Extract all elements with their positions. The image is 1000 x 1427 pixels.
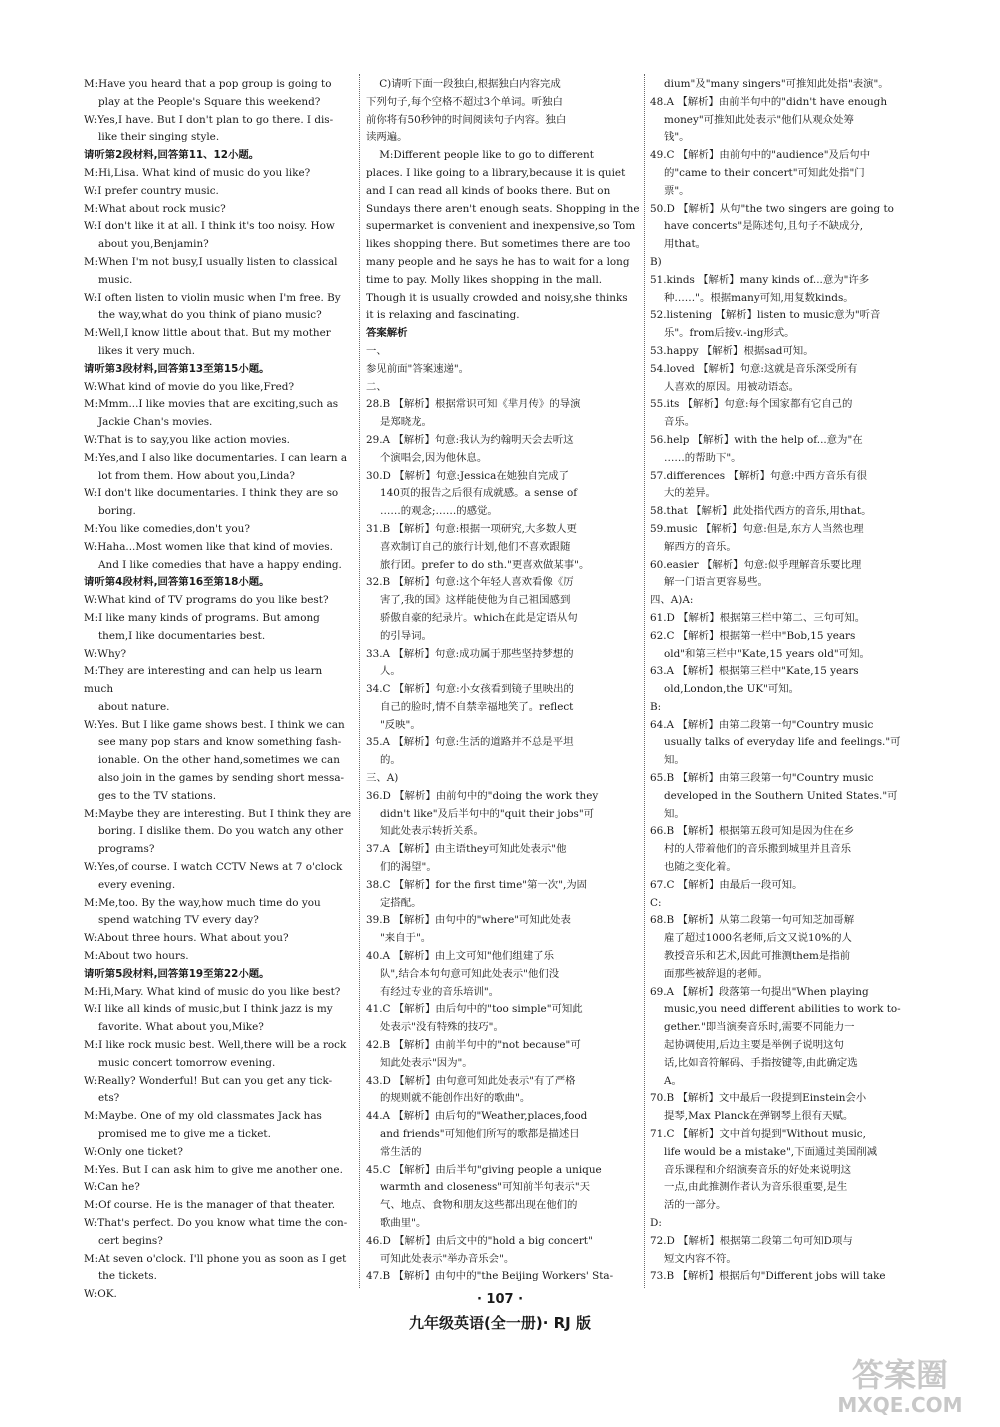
text-line: 66.B 【解析】根据第五段可知是因为住在乡	[650, 825, 855, 838]
text-line: 36.D 【解析】由前句中的"doing the work they	[366, 789, 599, 802]
text-line: 教授音乐和艺术,因此可推测them是指前	[664, 950, 851, 963]
text-line: M:They are interesting and can help us learn much	[84, 665, 326, 696]
text-line: like their singing style.	[98, 131, 220, 144]
text-line: the tickets.	[98, 1270, 157, 1283]
text-line: 59.music 【解析】句意:但是,东方人当然也理	[650, 522, 864, 535]
text-line: them,I like documentaries best.	[98, 629, 266, 642]
text-line: ges to the TV stations.	[98, 789, 217, 802]
text-line: usually talks of everyday life and feelings."可	[664, 736, 901, 749]
text-line: C:	[650, 896, 662, 909]
text-line: M:Well,I know little about that. But my mother	[84, 327, 331, 340]
text-line: 常生活的	[380, 1145, 422, 1158]
text-line: 处表示"没有特殊的技巧"。	[380, 1021, 504, 1034]
text-line: M:Hi,Mary. What kind of music do you like best?	[84, 985, 341, 998]
text-line: 35.A 【解析】句意:生活的道路并不总是平坦	[366, 736, 574, 749]
text-line: M:I like rock music best. Well,there will be a rock	[84, 1039, 347, 1052]
text-line: 140页的报告之后很有成就感。a sense of	[380, 487, 578, 500]
text-line: supermarket is convenient and inexpensive,so Tom	[366, 220, 636, 233]
text-line: 55.its 【解析】句意:每个国家都有它自己的	[650, 398, 853, 411]
text-line: 50.D 【解析】从句"the two singers are going to	[650, 202, 894, 215]
text-line: "反映"。	[380, 718, 421, 731]
watermark-logo-text: 答案圈	[851, 1356, 949, 1394]
answer-analysis-title: 答案解析	[366, 327, 408, 340]
text-line: 的规则就不能创作出好的歌曲"。	[380, 1092, 531, 1105]
text-line: 话,比如音符解码、手指按键等,由此确定选	[664, 1056, 858, 1069]
text-line: Jackie Chan's movies.	[98, 416, 213, 429]
text-line: every evening.	[98, 878, 176, 891]
text-line: 67.C 【解析】由最后一段可知。	[650, 878, 803, 891]
text-line: dium"及"many singers"可推知此处指"表演"。	[664, 78, 889, 90]
text-line: 提琴,Max Planck在弹钢琴上很有天赋。	[664, 1110, 854, 1123]
book-title: 九年级英语(全一册)· RJ 版	[409, 1314, 591, 1332]
text-line: 活的一部分。	[664, 1199, 727, 1212]
text-line: 一点,由此推测作者认为音乐很重要,是生	[664, 1181, 848, 1194]
watermark-logo	[830, 1352, 970, 1418]
text-line: W:I prefer country music.	[84, 184, 219, 197]
text-line: 人。	[380, 665, 401, 678]
text-line: D:	[650, 1217, 662, 1229]
text-line: 64.A 【解析】由第二段第一句"Country music	[650, 718, 874, 731]
text-line: M:You like comedies,don't you?	[84, 522, 250, 535]
text-line: likes it very much.	[98, 344, 196, 357]
text-line: 69.A 【解析】段落第一句提出"When playing	[650, 985, 869, 998]
text-line: M:When I'm not busy,I usually listen to classical	[84, 255, 338, 268]
text-line: 有经过专业的音乐培训"。	[380, 985, 500, 998]
text-line: M:What about rock music?	[84, 202, 226, 215]
text-line: M:Hi,Lisa. What kind of music do you like?	[84, 166, 311, 179]
text-line: about nature.	[98, 700, 170, 713]
page-number: · 107 ·	[476, 1292, 524, 1307]
text-line: music,you need different abilities to work to-	[664, 1003, 901, 1016]
text-line: time to pay. Molly likes shopping in the mall.	[366, 273, 603, 286]
column-listening-transcript	[84, 76, 352, 1304]
text-line: 的"came to their concert"可知此处指"门	[664, 166, 865, 179]
text-line: 62.C 【解析】根据第一栏中"Bob,15 years	[650, 629, 856, 642]
text-line: 雇了超过1000名老师,后文又说10%的人	[664, 932, 852, 945]
text-line: 知此处表示转折关系。	[380, 825, 484, 838]
text-line: developed in the Southern United States."可	[664, 789, 898, 802]
text-line: programs?	[98, 843, 155, 856]
text-line: W:Only one ticket?	[84, 1145, 183, 1158]
text-line: W:I don't like it at all. I think it's too noisy. How	[84, 220, 335, 233]
text-line: 52.listening 【解析】listen to music意为"听音	[650, 309, 881, 322]
text-line: many people and he says he has to wait for a long	[366, 255, 630, 268]
text-line: 队",结合本句句意可知此处表示"他们没	[380, 967, 560, 980]
text-line: 30.D 【解析】句意:Jessica在她独自完成了	[366, 469, 570, 482]
section-heading: 请听第4段材料,回答第16至第18小题。	[84, 576, 270, 589]
column-answer-analysis-continued	[650, 76, 926, 1286]
text-line: 个演唱会,因为他休息。	[380, 451, 488, 464]
text-line: Sundays there aren't enough seats. Shopping in the	[366, 202, 640, 215]
text-line: and friends"可知他们所写的歌都是描述日	[380, 1128, 580, 1141]
text-line: 的。	[380, 754, 401, 767]
text-line: play at the People's Square this weekend?	[98, 95, 321, 108]
text-line: 38.C 【解析】for the first time"第一次",为固	[366, 878, 588, 891]
text-line: 大的差异。	[664, 487, 716, 500]
text-line: 喜欢制订自己的旅行计划,他们不喜欢跟随	[380, 540, 571, 553]
watermark-url: MXQE.COM	[837, 1393, 963, 1417]
text-line: old"和第三栏中"Kate,15 years old"可知。	[664, 647, 870, 660]
column-divider	[644, 74, 645, 1288]
text-line: M:Different people like to go to different	[366, 149, 594, 162]
text-line: 34.C 【解析】句意:小女孩看到镜子里映出的	[366, 683, 574, 696]
text-line: C)请听下面一段独白,根据独白内容完成	[366, 78, 561, 90]
text-line: W:That's perfect. Do you know what time the con-	[84, 1217, 348, 1229]
text-line: 定搭配。	[380, 896, 422, 909]
text-line: 39.B 【解析】由句中的"where"可知此处表	[366, 914, 571, 927]
text-line: W:Yes,I have. But I don't plan to go there. I dis-	[84, 113, 334, 126]
text-line: favorite. What about you,Mike?	[98, 1021, 264, 1034]
text-line: 63.A 【解析】根据第三栏中"Kate,15 years	[650, 665, 859, 678]
text-line: W:I like all kinds of music,but I think jazz is my	[84, 1003, 333, 1016]
text-line: 71.C 【解析】文中首句提到"Without music,	[650, 1128, 866, 1141]
text-line: 43.D 【解析】由句意可知此处表示"有了严格	[366, 1074, 576, 1087]
text-line: 知。	[664, 807, 685, 820]
text-line: W:Can he?	[84, 1181, 140, 1194]
text-line: 29.A 【解析】句意:我认为约翰明天会去听这	[366, 433, 574, 446]
text-line: 54.loved 【解析】句意:这就是音乐深受所有	[650, 362, 858, 375]
text-line: 音乐。	[664, 416, 696, 429]
text-line: likes shopping there. But sometimes there are too	[366, 238, 631, 251]
text-line: 可知此处表示"举办音乐会"。	[380, 1252, 515, 1265]
text-line: 乐"。from后接v.-ing形式。	[664, 327, 795, 340]
text-line: boring. I dislike them. Do you watch any other	[98, 825, 344, 838]
text-line: W:Yes. But I like game shows best. I think we can	[84, 718, 345, 731]
text-line: 48.A 【解析】由前半句中的"didn't have enough	[650, 95, 888, 108]
column-answer-analysis	[366, 76, 640, 1286]
text-line: 51.kinds 【解析】many kinds of...意为"许多	[650, 273, 870, 286]
text-line: 票"。	[664, 184, 690, 197]
text-line: 57.differences 【解析】句意:中西方音乐有很	[650, 469, 868, 482]
text-line: W:Yes,of course. I watch CCTV News at 7 o'clock	[84, 861, 343, 874]
text-line: 种……"。根据many可知,用复数kinds。	[664, 291, 854, 304]
text-line: 28.B 【解析】根据常识可知《芈月传》的导演	[366, 398, 581, 411]
text-line: 面那些被辞退的老师。	[664, 967, 768, 980]
text-line: and I can read all kinds of books there. But on	[366, 184, 611, 197]
text-line: didn't like"及后半句中的"quit their jobs"可	[380, 807, 595, 820]
text-line: M:Yes. But I can ask him to give me another one.	[84, 1163, 343, 1176]
text-line: 解西方的音乐。	[664, 540, 737, 553]
text-line: W:That is to say,you like action movies.	[84, 433, 290, 446]
text-line: 53.happy 【解析】根据sad可知。	[650, 344, 814, 357]
text-line: about you,Benjamin?	[98, 238, 209, 251]
text-line: 47.B 【解析】由句中的"the Beijing Workers' Sta-	[366, 1270, 614, 1283]
text-line: 58.that 【解析】此处指代西方的音乐,用that。	[650, 505, 872, 518]
text-line: M:Maybe. One of my old classmates Jack has	[84, 1110, 322, 1123]
text-line: 的引导词。	[380, 629, 432, 642]
text-line: also join in the games by sending short messa-	[98, 772, 345, 785]
text-line: W:What kind of TV programs do you like best?	[84, 594, 329, 607]
text-line: 45.C 【解析】由后半句"giving people a unique	[366, 1163, 602, 1176]
text-line: W:Really? Wonderful! But can you get any tick-	[84, 1074, 333, 1087]
text-line: M:Have you heard that a pop group is going to	[84, 78, 332, 90]
text-line: gether."即当演奏音乐时,需要不同能力一	[664, 1021, 855, 1034]
text-line: 气、地点、食物和朋友这些都出现在他们的	[380, 1199, 578, 1212]
text-line: 知。	[664, 754, 685, 767]
text-line: W:Why?	[84, 647, 127, 660]
text-line: 65.B 【解析】由第三段第一句"Country music	[650, 772, 874, 785]
text-line: 33.A 【解析】句意:成功属于那些坚持梦想的	[366, 647, 574, 660]
text-line: M:Of course. He is the manager of that theater.	[84, 1199, 336, 1212]
text-line: "来自于"。	[380, 932, 432, 945]
text-line: 60.easier 【解析】句意:似乎理解音乐要比理	[650, 558, 862, 571]
text-line: M:Maybe they are interesting. But I think they are	[84, 807, 352, 820]
text-line: have concerts"是陈述句,且句子不缺成分,	[664, 220, 864, 233]
text-line: 72.D 【解析】根据第二段第二句可知D项与	[650, 1234, 853, 1247]
text-line: 起协调使用,后边主要是举例子说明这句	[664, 1039, 844, 1052]
text-line: 四、A)A:	[650, 594, 694, 607]
text-line: 歌曲里"。	[380, 1217, 427, 1229]
text-line: 们的渴望"。	[380, 861, 437, 874]
text-line: 41.C 【解析】由后句中的"too simple"可知此	[366, 1003, 583, 1016]
text-line: 70.B 【解析】文中最后一段提到Einstein会小	[650, 1092, 867, 1105]
section-heading: 请听第3段材料,回答第13至第15小题。	[84, 362, 270, 375]
text-line: see many pop stars and know something fash-	[98, 736, 342, 749]
text-line: B)	[650, 255, 662, 268]
text-line: 旅行团。prefer to do sth."更喜欢做某事"。	[380, 558, 590, 571]
text-line: boring.	[98, 505, 136, 518]
section-heading: 请听第5段材料,回答第19至第22小题。	[84, 967, 270, 980]
text-line: it is relaxing and fascinating.	[366, 309, 520, 322]
text-line: 村的人带着他们的音乐搬到城里并且音乐	[664, 843, 852, 856]
text-line: M:I like many kinds of programs. But among	[84, 611, 320, 624]
text-line: ……的观念;……的感觉。	[380, 505, 498, 518]
text-line: cert begins?	[98, 1234, 163, 1247]
text-line: lot from them. How about you,Linda?	[98, 469, 295, 482]
text-line: M:Yes,and I also like documentaries. I can learn a	[84, 451, 348, 464]
text-line: 40.A 【解析】由上文可知"他们组建了乐	[366, 950, 554, 963]
text-line: 前你将有50秒钟的时间阅读句子内容。独白	[366, 113, 567, 126]
text-line: W:I often listen to violin music when I'm free. By	[84, 291, 341, 304]
text-line: W:Haha...Most women like that kind of movies.	[84, 540, 333, 553]
text-line: warmth and closeness"可知前半句表示"天	[380, 1181, 590, 1194]
text-line: life would be a mistake",下面通过美国削减	[664, 1145, 878, 1158]
text-line: M:About two hours.	[84, 950, 189, 963]
text-line: 46.D 【解析】由后文中的"hold a big concert"	[366, 1234, 593, 1247]
text-line: 下列句子,每个空格不超过3个单词。听独白	[366, 95, 563, 108]
text-line: 骄傲自豪的纪录片。which在此是定语从句	[380, 611, 578, 624]
text-line: M:Mmm...I like movies that are exciting,such as	[84, 398, 339, 411]
text-line: music.	[98, 273, 133, 286]
text-line: 短文内容不符。	[664, 1252, 737, 1265]
text-line: 是郑晓龙。	[380, 416, 432, 429]
text-line: music concert tomorrow evening.	[98, 1056, 276, 1069]
text-line: B:	[650, 700, 662, 713]
text-line: W:OK.	[84, 1288, 117, 1301]
text-line: ets?	[98, 1092, 120, 1105]
text-line: M:Me,too. By the way,how much time do you	[84, 896, 321, 909]
text-line: W:About three hours. What about you?	[84, 932, 289, 945]
text-line: old,London,the UK"可知。	[664, 683, 800, 696]
column-divider	[359, 74, 360, 1288]
text-line: 解一门语言更容易些。	[664, 576, 768, 589]
text-line: 73.B 【解析】根据后句"Different jobs will take	[650, 1270, 886, 1283]
text-line: 56.help 【解析】with the help of...意为"在	[650, 433, 863, 446]
text-line: 42.B 【解析】由前半句中的"not because"可	[366, 1039, 581, 1052]
text-line: 49.C 【解析】由前句中的"audience"及后句中	[650, 149, 871, 162]
text-line: Though it is usually crowded and noisy,she thinks	[366, 291, 628, 304]
text-line: 三、A)	[366, 772, 399, 785]
section-heading: 请听第2段材料,回答第11、12小题。	[84, 149, 260, 162]
text-line: 用that。	[664, 238, 707, 251]
text-line: 害了,我的国》这样能使他为自己祖国感到	[380, 594, 571, 607]
text-line: And I like comedies that have a happy ending.	[98, 558, 342, 571]
text-line: 68.B 【解析】从第二段第一句可知芝加哥解	[650, 914, 855, 927]
text-line: the way,what do you think of piano music?	[98, 309, 322, 322]
text-line: 61.D 【解析】根据第三栏中第二、三句可知。	[650, 611, 866, 624]
text-line: promised me to give me a ticket.	[98, 1128, 271, 1141]
text-line: 二、	[366, 380, 387, 393]
text-line: 自己的脸时,情不自禁幸福地笑了。reflect	[380, 700, 574, 713]
text-line: ionable. On the other hand,sometimes we can	[98, 754, 340, 767]
text-line: 也随之变化着。	[664, 861, 737, 874]
text-line: spend watching TV every day?	[98, 914, 259, 927]
text-line: 一、	[366, 344, 387, 357]
text-line: W:I don't like documentaries. I think they are so	[84, 487, 339, 500]
text-line: A。	[664, 1074, 682, 1087]
text-line: 参见前面"答案速递"。	[366, 362, 470, 375]
text-line: 44.A 【解析】由后句的"Weather,places,food	[366, 1110, 588, 1123]
text-line: 音乐课程和介绍演奏音乐的好处来说明这	[664, 1163, 852, 1176]
text-line: 读两遍。	[366, 131, 408, 144]
text-line: 31.B 【解析】句意:根据一项研究,大多数人更	[366, 522, 577, 535]
text-line: 人喜欢的原因。用被动语态。	[664, 380, 800, 393]
text-line: ……的帮助下"。	[664, 451, 742, 464]
text-line: 37.A 【解析】由主语they可知此处表示"他	[366, 843, 567, 856]
text-line: 知此处表示"因为"。	[380, 1056, 473, 1069]
text-line: 32.B 【解析】句意:这个年轻人喜欢看像《厉	[366, 576, 574, 589]
text-line: money"可推知此处表示"他们从观众处筹	[664, 113, 854, 126]
text-line: 钱"。	[664, 131, 690, 144]
text-line: places. I like going to a library,because it is quiet	[366, 166, 626, 179]
text-line: W:What kind of movie do you like,Fred?	[84, 380, 295, 393]
text-line: M:At seven o'clock. I'll phone you as soon as I get	[84, 1252, 347, 1265]
